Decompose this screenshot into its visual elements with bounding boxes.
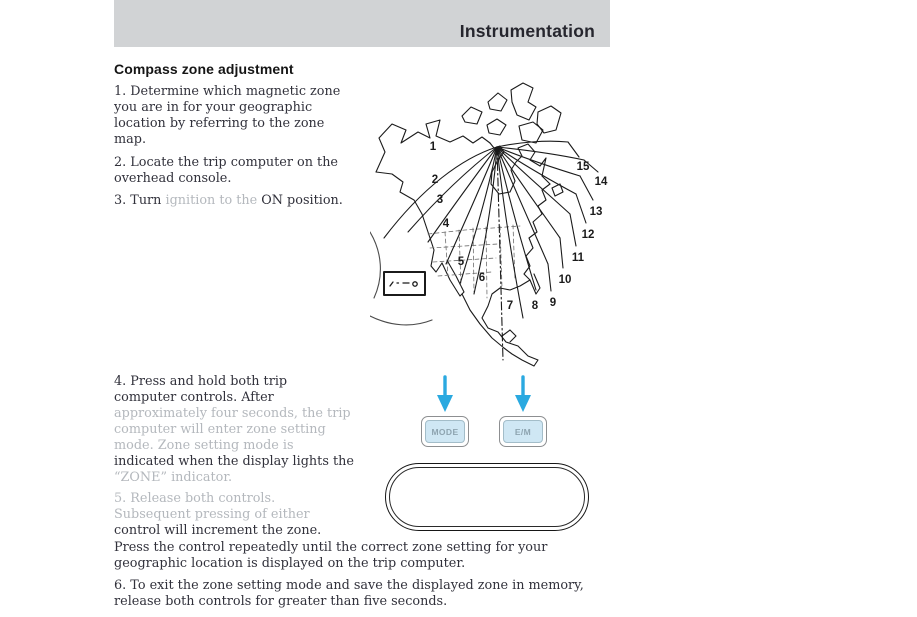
step-4-line: “ZONE” indicator.	[114, 470, 233, 485]
map-continent-outline	[370, 83, 563, 366]
step-2-line: 2. Locate the trip computer on the	[114, 155, 339, 170]
step-4-line: mode. Zone setting mode is	[114, 438, 294, 453]
zone-label-10: 10	[558, 274, 572, 286]
step-4	[114, 374, 354, 486]
step-6	[114, 578, 584, 610]
em-button-illustration	[499, 416, 547, 447]
zone-label-8: 8	[531, 300, 539, 312]
step-3-text: ON position.	[257, 193, 343, 208]
zone-label-13: 13	[589, 206, 603, 218]
step-4-line: 4. Press and hold both trip	[114, 374, 288, 389]
step-5-line: Press the control repeatedly until the correct zone setting for your	[114, 540, 548, 555]
step-1-line: 1. Determine which magnetic zone	[114, 84, 341, 99]
mirror-inner-outline	[389, 467, 585, 527]
rearview-mirror-illustration	[385, 463, 589, 531]
mode-button-illustration	[421, 416, 469, 447]
step-5-line: control will increment the zone.	[114, 523, 322, 538]
step-4-line: indicated when the display lights the	[114, 454, 354, 469]
step-2-line: overhead console.	[114, 171, 232, 186]
step-6-line: release both controls for greater than five seconds.	[114, 594, 448, 609]
zone-boundary-lines	[384, 141, 584, 360]
step-3-text: 3. Turn	[114, 193, 166, 208]
down-arrow-icon	[436, 374, 454, 414]
zone-label-3: 3	[436, 194, 444, 206]
step-4-line: computer controls. After	[114, 390, 274, 405]
central-meridian-line	[497, 147, 503, 360]
step-6-line: 6. To exit the zone setting mode and save the displayed zone in memory,	[114, 578, 584, 593]
step-5-line: 5. Release both controls.	[114, 491, 276, 506]
zone-label-9: 9	[549, 297, 557, 309]
zone-map	[370, 80, 620, 372]
zone-label-7: 7	[506, 300, 514, 312]
step-5	[114, 491, 321, 539]
zone-label-15: 15	[576, 161, 590, 173]
step-3	[114, 193, 343, 209]
step-5-line: Subsequent pressing of either	[114, 507, 310, 522]
em-button-label: E/M	[503, 420, 543, 443]
pointer-arrow-mode	[436, 374, 454, 414]
step-4-line: approximately four seconds, the trip	[114, 406, 351, 421]
section-header-bar	[114, 0, 610, 47]
step-3-faded-text: ignition to the	[165, 193, 258, 208]
page-heading: Compass zone adjustment	[114, 61, 294, 77]
zone-map-figure	[370, 80, 620, 372]
zone-label-4: 4	[442, 218, 450, 230]
zone-label-2: 2	[431, 174, 439, 186]
zone-label-6: 6	[478, 272, 486, 284]
step-3-line	[114, 193, 343, 209]
zone-label-11: 11	[571, 252, 585, 264]
zone-label-14: 14	[594, 176, 608, 188]
step-1-line: map.	[114, 132, 147, 147]
zone-label-1: 1	[429, 141, 437, 153]
zone-label-12: 12	[581, 229, 595, 241]
map-legend	[384, 272, 425, 295]
step-4-line: computer will enter zone setting	[114, 422, 326, 437]
step-5-continued	[114, 540, 547, 572]
step-5-line: geographic location is displayed on the trip computer.	[114, 556, 466, 571]
step-1-line: you are in for your geographic	[114, 100, 313, 115]
down-arrow-icon	[514, 374, 532, 414]
step-1-line: location by referring to the zone	[114, 116, 325, 131]
section-title: Instrumentation	[459, 21, 595, 41]
mode-button-label: MODE	[425, 420, 465, 443]
pointer-arrow-em	[514, 374, 532, 414]
step-2	[114, 155, 338, 187]
zone-label-5: 5	[457, 256, 465, 268]
step-1	[114, 84, 340, 148]
